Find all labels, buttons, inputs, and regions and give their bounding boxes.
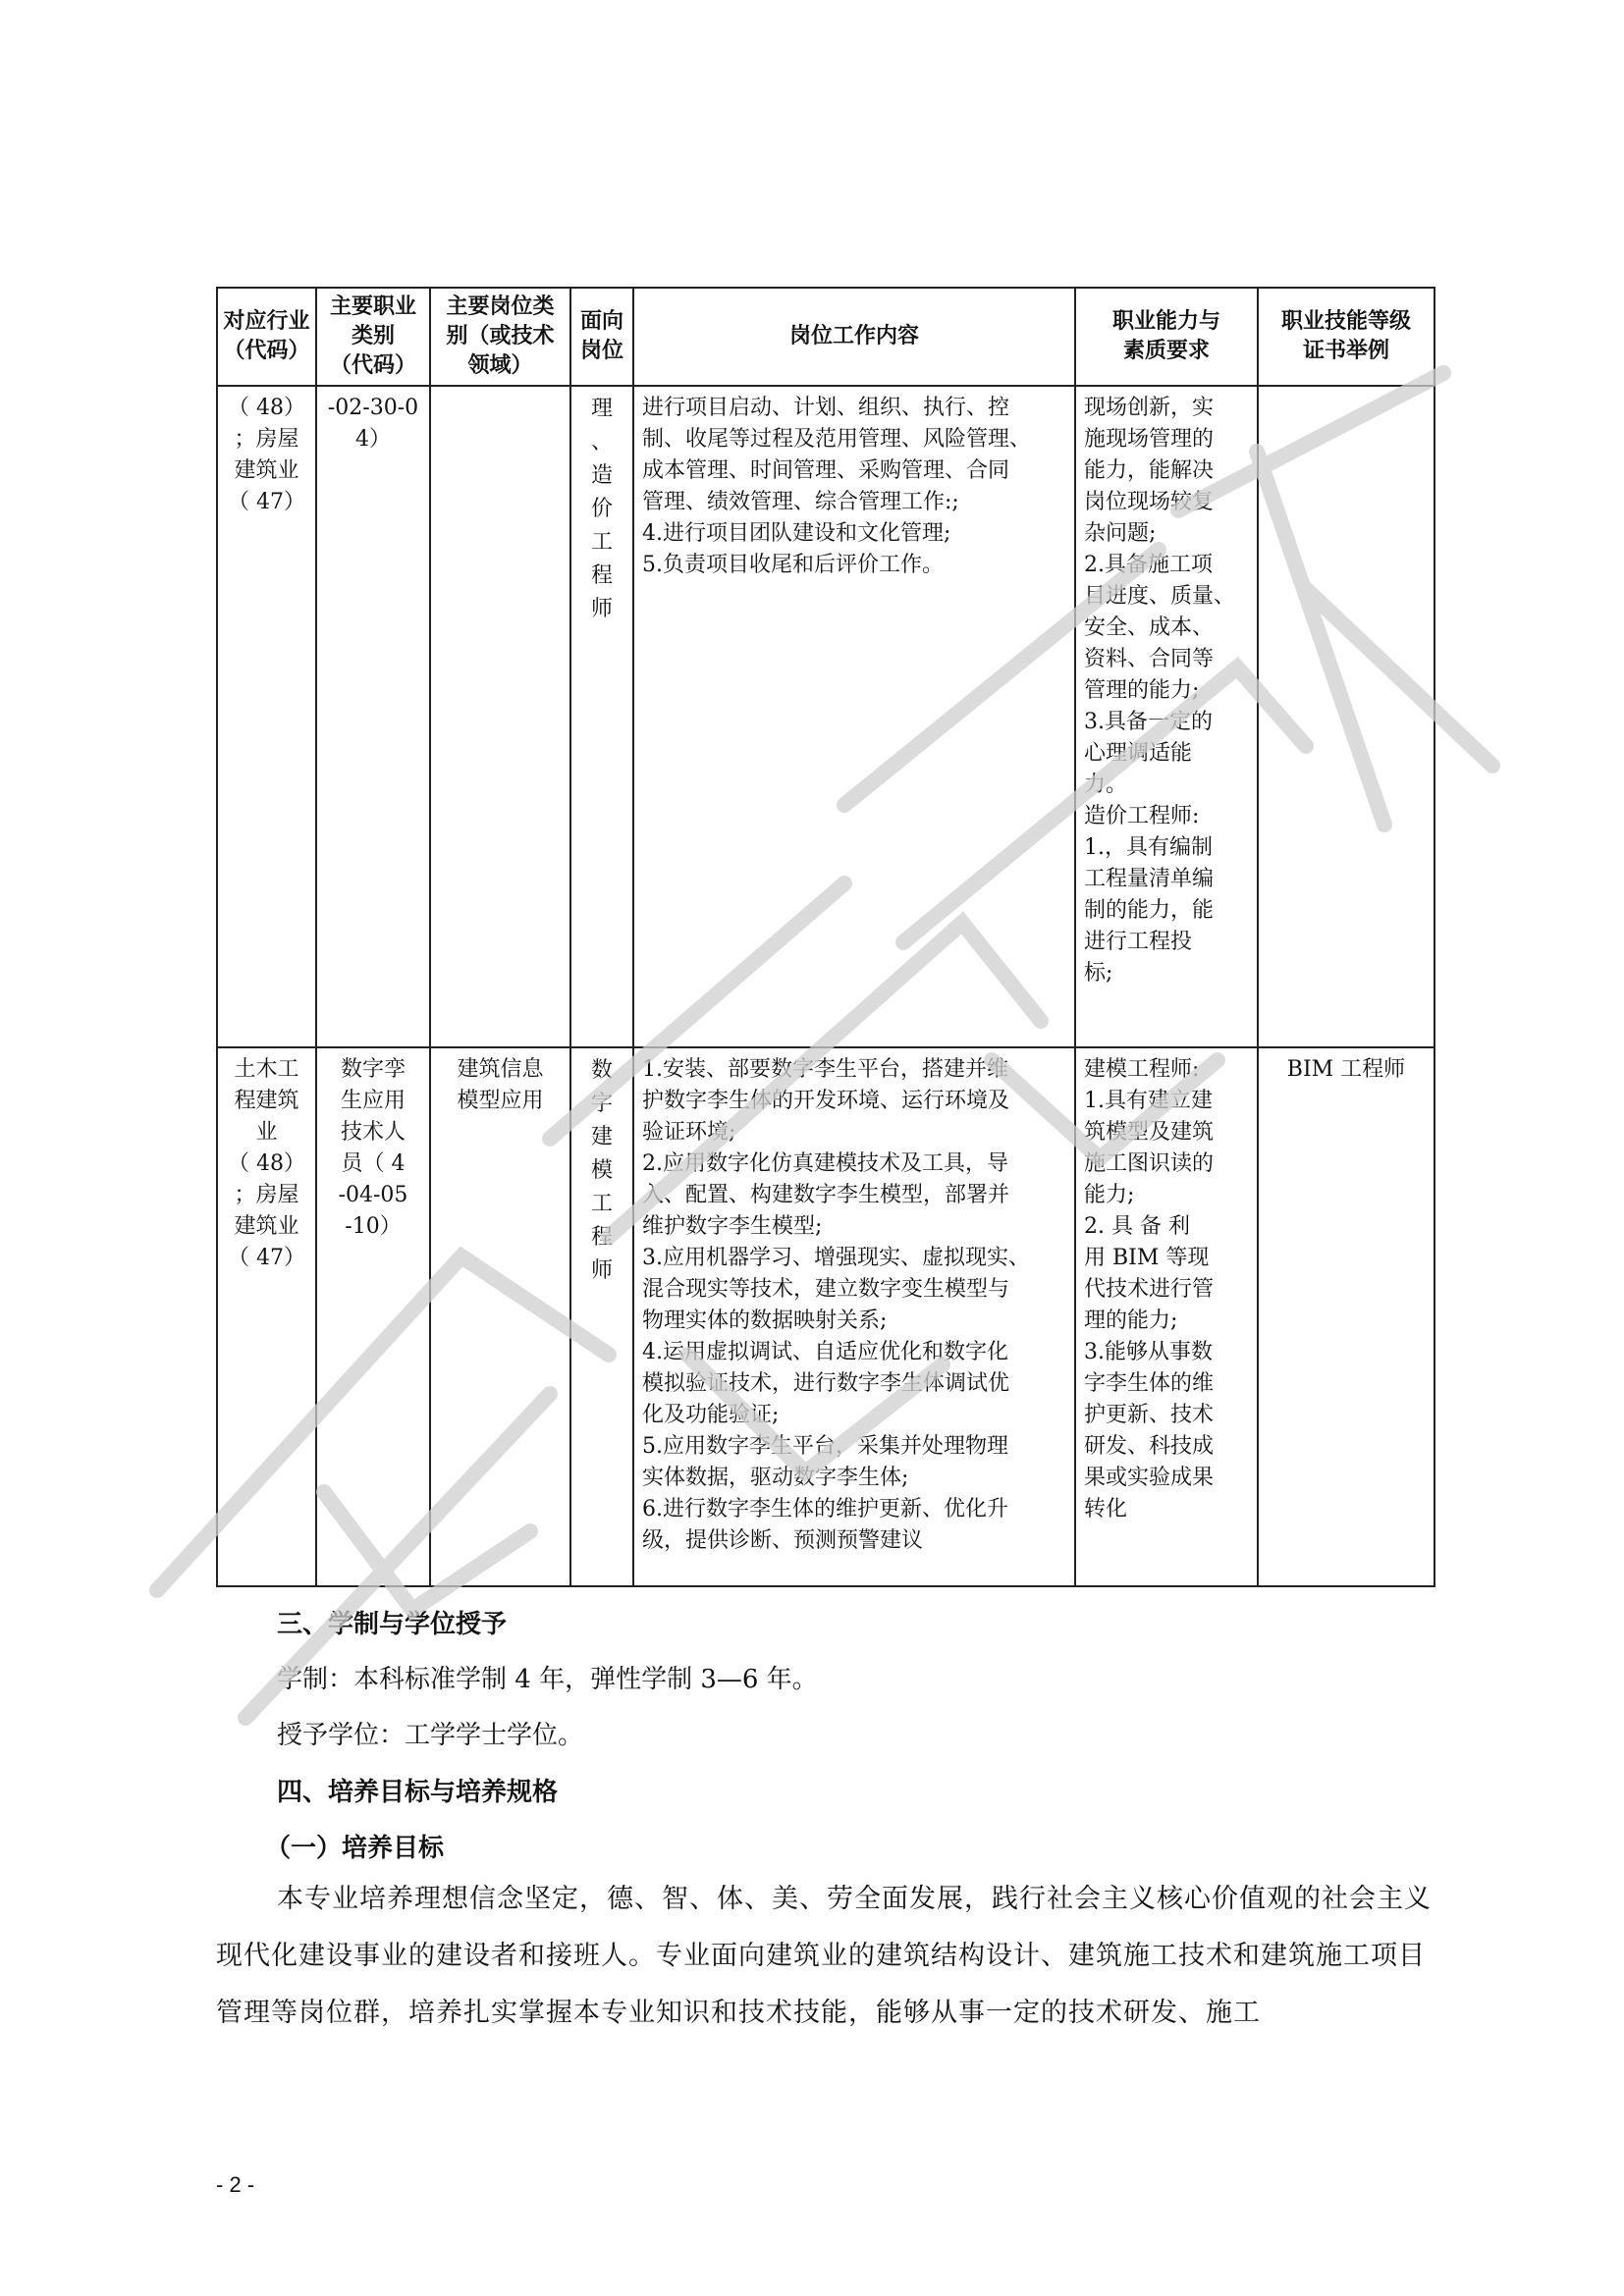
cell-industry: （ 48） ；房屋 建筑业 （ 47） <box>217 386 316 1047</box>
cell-certificate <box>1258 386 1435 1047</box>
header-post-category: 主要岗位类 别（或技术 领域） <box>430 288 570 386</box>
header-certificate: 职业技能等级 证书举例 <box>1258 288 1435 386</box>
header-occupation: 主要职业 类别 （代码） <box>316 288 430 386</box>
study-duration-text: 学制：本科标准学制 4 年，弹性学制 3—6 年。 <box>277 1665 818 1694</box>
cell-ability: 建模工程师: 1.具有建立建 筑模型及建筑 施工图识读的 能力; 2. 具 备 利 用 BIM 等现 代技术进行管 理的能力; 3.能够从事数 字李生体的维 护更新、技术 研发、科技成 果或实验成果 转化 <box>1075 1047 1258 1586</box>
section-3-heading: 三、学制与学位授予 <box>277 1610 508 1639</box>
subsection-heading: （一）培养目标 <box>265 1834 445 1863</box>
cell-post-category: 建筑信息 模型应用 <box>430 1047 570 1586</box>
cell-target-post: 理 、 造 价 工 程 师 <box>570 386 633 1047</box>
cell-occupation: 数字孪 生应用 技术人 员（ 4 -04-05 -10） <box>316 1047 430 1586</box>
page-number: - 2 - <box>216 2172 255 2197</box>
header-job-content: 岗位工作内容 <box>633 288 1075 386</box>
cell-industry: 土木工 程建筑 业 （ 48） ；房屋 建筑业 （ 47） <box>217 1047 316 1586</box>
section-4-heading: 四、培养目标与培养规格 <box>277 1778 559 1807</box>
header-ability: 职业能力与 素质要求 <box>1075 288 1258 386</box>
training-goal-paragraph: 本专业培养理想信念坚定，德、智、体、美、劳全面发展，践行社会主义核心价值观的社会主义现代化建设事业的建设者和接班人。专业面向建筑业的建筑结构设计、建筑施工技术和建筑施工项目管理等岗位群，培养扎实掌握本专业知识和技术技能，能够从事一定的技术研发、施工 <box>216 1884 1432 2028</box>
table-header-row <box>217 288 1435 386</box>
header-industry: 对应行业 （代码） <box>217 288 316 386</box>
cell-post-category <box>430 386 570 1047</box>
header-target-post: 面向 岗位 <box>570 288 633 386</box>
cell-ability: 现场创新，实 施现场管理的 能力，能解决 岗位现场较复 杂问题; 2.具备施工项 目进度、质量、 安全、成本、 资料、合同等 管理的能力; 3.具备一定的 心理调适能 力。 造价工程师: 1.，具有编制 工程量清单编 制的能力，能 进行工程投 标; <box>1075 386 1258 1047</box>
job-mapping-table <box>216 287 1435 1587</box>
table-row <box>217 386 1435 1047</box>
cell-job-content: 1.安装、部要数字李生平台，搭建并维 护数字李生体的开发环境、运行环境及 验证环境; 2.应用数字化仿真建模技术及工具，导 入、配置、构建数字李生模型，部署并 维护数字李生模型; 3.应用机器学习、增强现实、虚拟现实、 混合现实等技术，建立数字变生模型与 物理实体的数据映射关系; 4.运用虚拟调试、自适应优化和数字化 模拟验证技术，进行数字李生体调试优 化及功能验证; 5.应用数字李生平台，采集并处理物理 实体数据，驱动数字李生体; 6.进行数字李生体的维护更新、优化升 级，提供诊断、预测预警建议 <box>633 1047 1075 1586</box>
degree-text: 授予学位：工学学士学位。 <box>277 1721 584 1750</box>
cell-job-content: 进行项目启动、计划、组织、执行、控 制、收尾等过程及范用管理、风险管理、 成本管理、时间管理、采购管理、合同 管理、绩效管理、综合管理工作:; 4.进行项目团队建设和文化管理; 5.负责项目收尾和后评价工作。 <box>633 386 1075 1047</box>
cell-occupation: -02-30-0 4） <box>316 386 430 1047</box>
cell-target-post: 数 字 建 模 工 程 师 <box>570 1047 633 1586</box>
cell-certificate: BIM 工程师 <box>1258 1047 1435 1586</box>
table-row <box>217 1047 1435 1586</box>
